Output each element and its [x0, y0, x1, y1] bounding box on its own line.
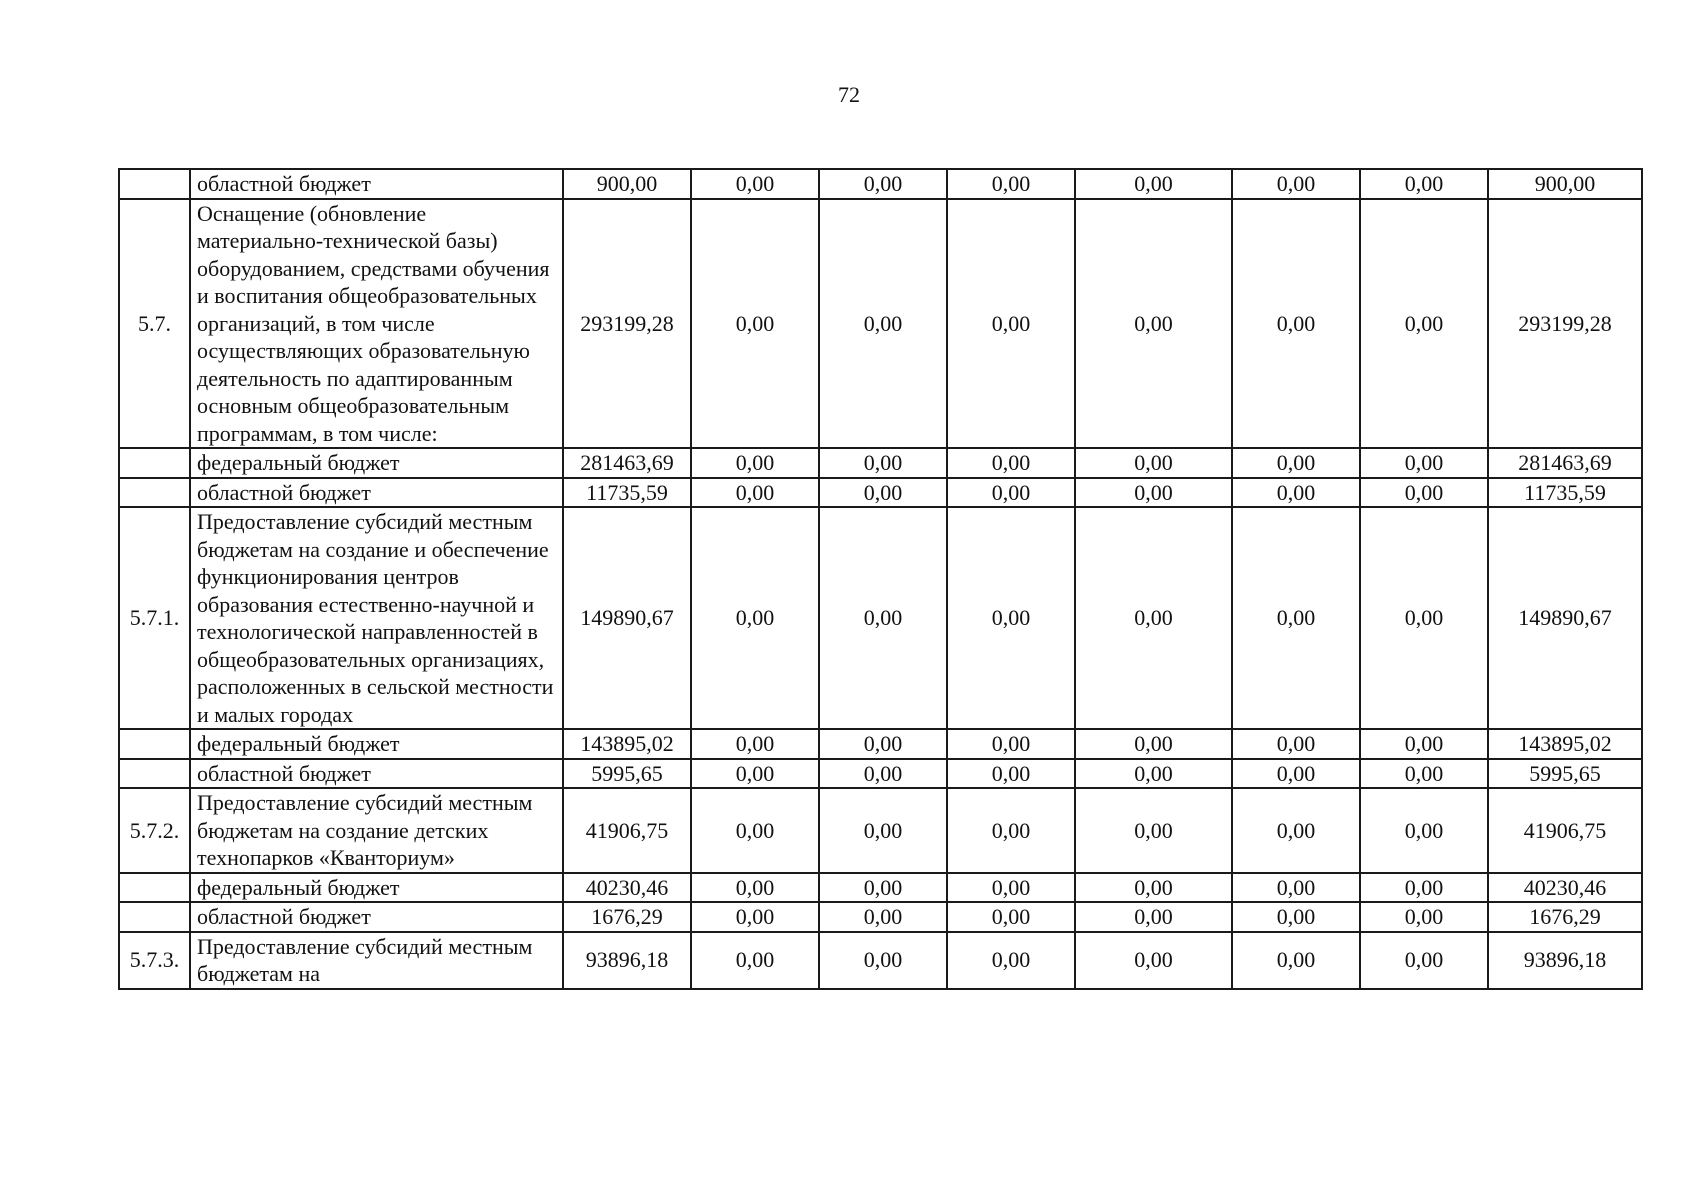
total-cell: 5995,65 — [1488, 759, 1642, 789]
row-number — [119, 169, 190, 199]
row-number: 5.7.2. — [119, 788, 190, 873]
value-cell: 0,00 — [819, 873, 947, 903]
value-cell: 0,00 — [947, 873, 1075, 903]
value-cell: 41906,75 — [563, 788, 691, 873]
row-description: федеральный бюджет — [190, 729, 563, 759]
total-cell: 11735,59 — [1488, 478, 1642, 508]
value-cell: 293199,28 — [563, 199, 691, 449]
row-description: Предоставление субсидий местным бюджетам на — [190, 932, 563, 989]
page-number: 72 — [838, 82, 860, 107]
value-cell: 40230,46 — [563, 873, 691, 903]
value-cell: 0,00 — [1360, 169, 1488, 199]
value-cell: 1676,29 — [563, 902, 691, 932]
table-row — [119, 873, 1642, 903]
value-cell: 93896,18 — [563, 932, 691, 989]
value-cell: 0,00 — [1075, 932, 1232, 989]
value-cell: 0,00 — [691, 873, 819, 903]
value-cell: 0,00 — [947, 448, 1075, 478]
value-cell: 281463,69 — [563, 448, 691, 478]
row-description: Предоставление субсидий местным бюджетам на создание и обеспечение функционирования центров образования естественно-научной и технологической направленностей в общеобразовательных организациях, расположенных в сельской местности и малых городах — [190, 507, 563, 729]
total-cell: 281463,69 — [1488, 448, 1642, 478]
table-row — [119, 507, 1642, 729]
value-cell: 11735,59 — [563, 478, 691, 508]
row-number — [119, 478, 190, 508]
value-cell: 143895,02 — [563, 729, 691, 759]
row-number — [119, 902, 190, 932]
value-cell: 0,00 — [691, 448, 819, 478]
value-cell: 0,00 — [1360, 507, 1488, 729]
total-cell: 143895,02 — [1488, 729, 1642, 759]
total-cell: 293199,28 — [1488, 199, 1642, 449]
value-cell: 0,00 — [1360, 873, 1488, 903]
value-cell: 0,00 — [1075, 759, 1232, 789]
value-cell: 0,00 — [691, 932, 819, 989]
value-cell: 0,00 — [947, 759, 1075, 789]
row-description: Предоставление субсидий местным бюджетам на создание детских технопарков «Кванториум» — [190, 788, 563, 873]
row-description: Оснащение (обновление материально-технической базы) оборудованием, средствами обучения и воспитания общеобразовательных организаций, в том числе осуществляющих образовательную деятельность по адаптированным основным общеобразовательным программам, в том числе: — [190, 199, 563, 449]
value-cell: 0,00 — [1360, 788, 1488, 873]
value-cell: 0,00 — [1075, 729, 1232, 759]
value-cell: 5995,65 — [563, 759, 691, 789]
total-cell: 93896,18 — [1488, 932, 1642, 989]
value-cell: 0,00 — [691, 902, 819, 932]
value-cell: 0,00 — [1075, 507, 1232, 729]
value-cell: 0,00 — [1360, 932, 1488, 989]
table-row — [119, 729, 1642, 759]
value-cell: 0,00 — [1360, 199, 1488, 449]
value-cell: 900,00 — [563, 169, 691, 199]
table-row — [119, 448, 1642, 478]
value-cell: 0,00 — [819, 507, 947, 729]
value-cell: 0,00 — [1360, 448, 1488, 478]
value-cell: 0,00 — [819, 448, 947, 478]
value-cell: 0,00 — [1232, 199, 1360, 449]
value-cell: 0,00 — [1360, 759, 1488, 789]
total-cell: 900,00 — [1488, 169, 1642, 199]
value-cell: 0,00 — [1232, 729, 1360, 759]
value-cell: 0,00 — [819, 478, 947, 508]
value-cell: 0,00 — [1232, 448, 1360, 478]
total-cell: 1676,29 — [1488, 902, 1642, 932]
table-row — [119, 169, 1642, 199]
value-cell: 0,00 — [1075, 448, 1232, 478]
value-cell: 0,00 — [947, 169, 1075, 199]
value-cell: 0,00 — [1232, 169, 1360, 199]
row-description: федеральный бюджет — [190, 448, 563, 478]
value-cell: 0,00 — [1075, 478, 1232, 508]
value-cell: 0,00 — [1075, 788, 1232, 873]
value-cell: 0,00 — [1360, 729, 1488, 759]
value-cell: 149890,67 — [563, 507, 691, 729]
total-cell: 40230,46 — [1488, 873, 1642, 903]
value-cell: 0,00 — [947, 199, 1075, 449]
row-number — [119, 729, 190, 759]
value-cell: 0,00 — [691, 169, 819, 199]
total-cell: 149890,67 — [1488, 507, 1642, 729]
value-cell: 0,00 — [819, 932, 947, 989]
value-cell: 0,00 — [691, 478, 819, 508]
value-cell: 0,00 — [819, 788, 947, 873]
value-cell: 0,00 — [691, 759, 819, 789]
budget-table — [118, 168, 1643, 990]
value-cell: 0,00 — [819, 902, 947, 932]
value-cell: 0,00 — [1075, 199, 1232, 449]
row-description: областной бюджет — [190, 169, 563, 199]
value-cell: 0,00 — [819, 199, 947, 449]
value-cell: 0,00 — [1232, 873, 1360, 903]
table-row — [119, 199, 1642, 449]
value-cell: 0,00 — [947, 932, 1075, 989]
table-row — [119, 788, 1642, 873]
row-number: 5.7. — [119, 199, 190, 449]
value-cell: 0,00 — [947, 902, 1075, 932]
value-cell: 0,00 — [1232, 788, 1360, 873]
table-row — [119, 478, 1642, 508]
row-number — [119, 448, 190, 478]
value-cell: 0,00 — [947, 478, 1075, 508]
value-cell: 0,00 — [947, 788, 1075, 873]
value-cell: 0,00 — [1232, 932, 1360, 989]
value-cell: 0,00 — [1075, 169, 1232, 199]
value-cell: 0,00 — [1232, 478, 1360, 508]
value-cell: 0,00 — [1360, 478, 1488, 508]
table-row — [119, 902, 1642, 932]
value-cell: 0,00 — [691, 788, 819, 873]
row-number: 5.7.3. — [119, 932, 190, 989]
value-cell: 0,00 — [691, 729, 819, 759]
value-cell: 0,00 — [819, 759, 947, 789]
value-cell: 0,00 — [947, 507, 1075, 729]
row-description: областной бюджет — [190, 759, 563, 789]
value-cell: 0,00 — [691, 199, 819, 449]
value-cell: 0,00 — [819, 169, 947, 199]
table-body — [119, 169, 1642, 989]
row-description: областной бюджет — [190, 902, 563, 932]
value-cell: 0,00 — [819, 729, 947, 759]
row-description: федеральный бюджет — [190, 873, 563, 903]
value-cell: 0,00 — [947, 729, 1075, 759]
value-cell: 0,00 — [1360, 902, 1488, 932]
row-number: 5.7.1. — [119, 507, 190, 729]
table-row — [119, 759, 1642, 789]
value-cell: 0,00 — [1075, 873, 1232, 903]
value-cell: 0,00 — [1232, 902, 1360, 932]
value-cell: 0,00 — [1232, 759, 1360, 789]
value-cell: 0,00 — [1232, 507, 1360, 729]
table-row — [119, 932, 1642, 989]
value-cell: 0,00 — [691, 507, 819, 729]
value-cell: 0,00 — [1075, 902, 1232, 932]
total-cell: 41906,75 — [1488, 788, 1642, 873]
row-description: областной бюджет — [190, 478, 563, 508]
row-number — [119, 759, 190, 789]
row-number — [119, 873, 190, 903]
